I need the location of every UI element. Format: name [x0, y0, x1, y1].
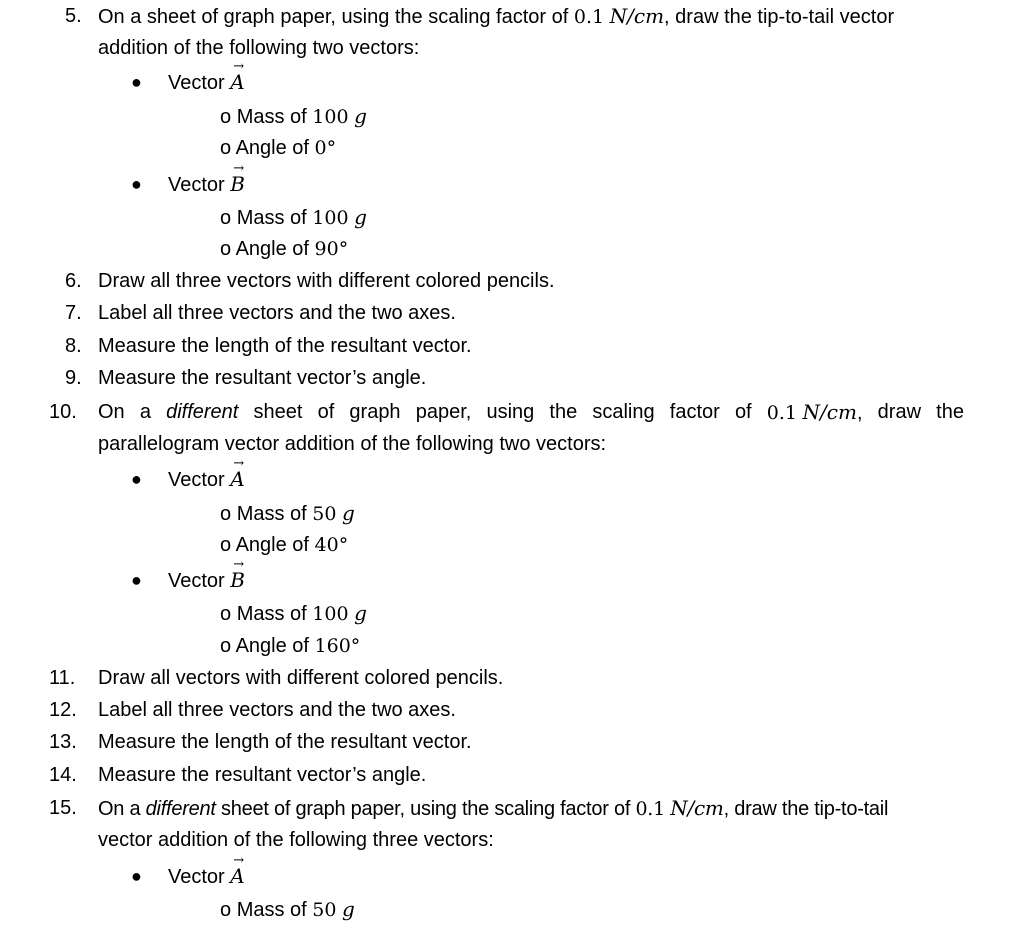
vector-bullet — [0, 853, 1024, 892]
step-text: Measure the length of the resultant vector. — [98, 335, 472, 357]
word: On — [98, 401, 125, 423]
vector-bullet — [0, 456, 1024, 495]
step-number: 12. — [49, 699, 77, 721]
bullet-icon: ● — [131, 570, 142, 590]
sub-item-mass — [0, 893, 1024, 925]
vector-arrow-icon: → — [233, 456, 245, 471]
scaling-factor: 0.1 — [573, 6, 605, 28]
sub-item-text — [220, 630, 360, 662]
angle-value: 40° — [314, 534, 349, 556]
vector-symbol — [230, 456, 245, 495]
scaling-unit: N/cm — [802, 400, 857, 424]
step-11 — [0, 662, 1024, 694]
vector-bullet — [0, 557, 1024, 596]
mass-word: Mass of — [236, 207, 307, 229]
angle-value: 0° — [314, 137, 337, 159]
word: of — [317, 401, 335, 423]
circle-bullet-icon: o — [220, 603, 232, 625]
sub-item-text — [220, 233, 348, 265]
sub-item-angle — [0, 630, 1024, 662]
step-text-continued: addition of the following two vectors: — [98, 37, 420, 59]
mass-word: Mass of — [236, 603, 307, 625]
vector-label — [168, 456, 245, 496]
step-12 — [0, 694, 1024, 726]
step-number: 5. — [65, 5, 82, 27]
circle-bullet-icon: o — [220, 137, 232, 159]
mass-value: 100 — [312, 106, 349, 128]
mass-unit: g — [354, 601, 367, 625]
vector-symbol — [230, 853, 245, 892]
step-number: 6. — [65, 270, 82, 292]
word: draw — [877, 401, 922, 423]
step-text: On a different sheet of graph paper, using the scaling factor of 0.1 N/cm, draw the tip-to-tail — [98, 796, 889, 820]
mass-unit: g — [342, 897, 355, 921]
circle-bullet-icon: o — [220, 635, 232, 657]
vector-letter: A — [230, 70, 245, 94]
vector-word: Vector — [168, 174, 225, 196]
mass-value: 100 — [312, 207, 349, 229]
vector-label — [168, 853, 245, 893]
circle-bullet-icon: o — [220, 207, 232, 229]
circle-bullet-icon: o — [220, 106, 232, 128]
sub-item-text — [220, 201, 367, 234]
vector-bullet — [0, 59, 1024, 98]
sub-item-angle — [0, 132, 1024, 164]
mass-unit: g — [354, 205, 367, 229]
vector-letter: B — [230, 568, 245, 592]
mass-value: 50 — [312, 503, 337, 525]
step-number: 9. — [65, 367, 82, 389]
step-text-continued: vector addition of the following three vectors: — [98, 829, 494, 851]
bullet-icon: ● — [131, 469, 142, 489]
vector-arrow-icon: → — [233, 59, 245, 74]
mass-unit: g — [354, 104, 367, 128]
mass-word: Mass of — [236, 503, 307, 525]
vector-label — [168, 557, 245, 597]
mass-value: 100 — [312, 603, 349, 625]
vector-arrow-icon: → — [233, 161, 245, 176]
angle-value: 160° — [314, 635, 361, 657]
word: the — [549, 401, 578, 423]
step-text: On a sheet of graph paper, using the scaling factor of 0.1 N/cm, draw the tip-to-tail vector — [98, 4, 895, 28]
angle-word: Angle of — [235, 238, 309, 260]
step-5 — [0, 0, 1024, 32]
step-10-continuation — [0, 428, 1024, 460]
step-number: 15. — [49, 797, 77, 819]
step-text: Label all three vectors and the two axes. — [98, 302, 456, 324]
mass-unit: g — [342, 501, 355, 525]
circle-bullet-icon: o — [220, 503, 232, 525]
circle-bullet-icon: o — [220, 238, 232, 260]
word: the — [936, 401, 964, 423]
vector-letter: A — [230, 467, 245, 491]
step-number: 11. — [49, 667, 76, 689]
sub-item-mass — [0, 497, 1024, 529]
step-7 — [0, 297, 1024, 329]
vector-arrow-icon: → — [233, 557, 245, 572]
step-text: Measure the length of the resultant vector. — [98, 731, 472, 753]
bullet-icon: ● — [131, 866, 142, 886]
word: paper, — [415, 401, 472, 423]
scaling-unit: N/cm — [609, 4, 665, 28]
sub-item-text — [220, 893, 355, 926]
sub-item-mass — [0, 100, 1024, 132]
scaling-factor: 0.1 — [635, 798, 665, 820]
step-14 — [0, 759, 1024, 791]
step-number: 13. — [49, 731, 77, 753]
mass-word: Mass of — [236, 899, 307, 921]
step-9 — [0, 362, 1024, 394]
vector-symbol — [230, 59, 245, 98]
vector-word: Vector — [168, 469, 225, 491]
vector-word: Vector — [168, 570, 225, 592]
word: scaling — [592, 401, 655, 423]
sub-item-angle — [0, 529, 1024, 561]
vector-label — [168, 161, 245, 201]
step-number: 10. — [49, 401, 77, 423]
step-text: Measure the resultant vector’s angle. — [98, 367, 427, 389]
vector-bullet — [0, 161, 1024, 200]
mass-value: 50 — [312, 899, 337, 921]
step-text: Draw all three vectors with different colored pencils. — [98, 270, 555, 292]
sub-item-mass — [0, 597, 1024, 629]
angle-value: 90° — [314, 238, 349, 260]
step-6 — [0, 265, 1024, 297]
step-text: Draw all vectors with different colored pencils. — [98, 667, 504, 689]
step-text-continued: parallelogram vector addition of the following two vectors: — [98, 433, 607, 455]
scaling-factor: 0.1 — [766, 402, 797, 424]
sub-item-text — [220, 100, 367, 133]
bullet-icon: ● — [131, 72, 142, 92]
word: graph — [349, 401, 401, 423]
vector-symbol — [230, 557, 245, 596]
step-10 — [0, 396, 1024, 428]
circle-bullet-icon: o — [220, 899, 232, 921]
word: a — [139, 401, 151, 423]
step-15-continuation — [0, 824, 1024, 856]
vector-symbol — [230, 161, 245, 200]
word-emphasis: different — [166, 401, 239, 423]
sub-item-text — [220, 597, 367, 630]
vector-label — [168, 59, 245, 99]
word: of — [734, 401, 752, 423]
sub-item-text — [220, 497, 355, 530]
vector-letter: A — [230, 864, 245, 888]
circle-bullet-icon: o — [220, 534, 232, 556]
step-13 — [0, 726, 1024, 758]
scaling-unit: N/cm — [670, 796, 724, 820]
math-word: 0.1 N/cm, — [766, 400, 863, 424]
word: sheet — [253, 401, 303, 423]
step-8 — [0, 330, 1024, 362]
step-text: Measure the resultant vector’s angle. — [98, 764, 427, 786]
step-15 — [0, 792, 1024, 824]
sub-item-mass — [0, 201, 1024, 233]
step-number: 14. — [49, 764, 77, 786]
angle-word: Angle of — [235, 635, 309, 657]
word: factor — [669, 401, 720, 423]
sub-item-angle — [0, 233, 1024, 265]
step-number: 7. — [65, 302, 82, 324]
vector-word: Vector — [168, 72, 225, 94]
vector-letter: B — [230, 172, 245, 196]
step-number: 8. — [65, 335, 82, 357]
step-text — [98, 396, 964, 429]
vector-arrow-icon: → — [233, 853, 245, 868]
word-emphasis: different — [145, 798, 216, 820]
word: using — [486, 401, 535, 423]
mass-word: Mass of — [236, 106, 307, 128]
step-text: Label all three vectors and the two axes. — [98, 699, 456, 721]
bullet-icon: ● — [131, 174, 142, 194]
step-5-continuation — [0, 32, 1024, 64]
angle-word: Angle of — [235, 534, 309, 556]
angle-word: Angle of — [235, 137, 309, 159]
vector-word: Vector — [168, 866, 225, 888]
